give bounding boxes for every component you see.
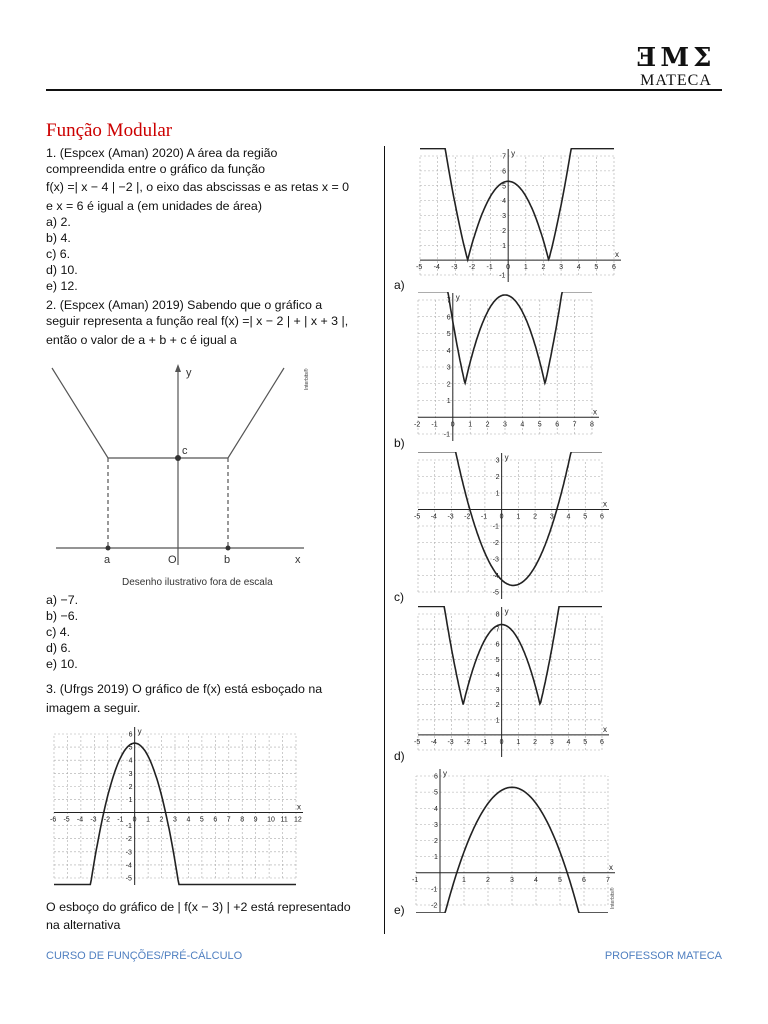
q1-line: compreendida entre o gráfico da função — [46, 161, 266, 176]
y-tick-label: 1 — [128, 796, 133, 804]
x-axis-label: x — [603, 724, 607, 734]
alt-label-d: d) — [394, 749, 405, 763]
question-2 — [46, 298, 376, 349]
y-tick-label: 3 — [495, 457, 500, 465]
x-tick-label: -5 — [414, 738, 421, 746]
header-rule — [46, 89, 722, 91]
y-tick-label: 5 — [128, 744, 133, 752]
function-curve — [418, 452, 602, 585]
x-tick-label: -4 — [433, 264, 440, 272]
q1-option: e) 12. — [46, 279, 78, 294]
y-axis-label: y — [443, 769, 447, 778]
alt-b-graph — [410, 292, 600, 442]
y-tick-label: 2 — [446, 381, 451, 389]
y-tick-label: 6 — [495, 641, 500, 649]
y-tick-label: 3 — [128, 770, 133, 778]
x-tick-label: 2 — [541, 264, 546, 272]
q2-label-c: c — [182, 445, 188, 457]
x-tick-label: -3 — [451, 264, 458, 272]
x-tick-label: 4 — [566, 738, 571, 746]
x-tick-label: 8 — [240, 816, 245, 824]
x-tick-label: -1 — [486, 264, 493, 272]
x-tick-label: 2 — [486, 876, 490, 884]
q3-graph — [46, 726, 304, 886]
x-tick-label: -2 — [464, 513, 471, 521]
q2-line: então o valor de a + b + c é igual a — [46, 333, 237, 348]
y-tick-label: 7 — [502, 153, 507, 161]
x-tick-label: -6 — [50, 816, 57, 824]
q3-line: 3. (Ufrgs 2019) O gráfico de f(x) está esboçado na — [46, 682, 323, 696]
y-tick-label: 3 — [502, 213, 507, 220]
x-tick-label: 5 — [558, 876, 562, 884]
x-tick-label: -2 — [414, 421, 421, 429]
logo-mark: ƎMΣ — [636, 43, 716, 73]
x-tick-label: 0 — [506, 264, 511, 272]
side-credit: Interbits® — [610, 887, 616, 909]
x-tick-label: 9 — [253, 816, 258, 824]
q2-label-x: x — [295, 554, 301, 566]
x-tick-label: 3 — [503, 421, 507, 429]
footer-course: CURSO DE FUNÇÕES/PRÉ-CÁLCULO — [46, 950, 243, 962]
y-tick-label: -1 — [499, 272, 506, 280]
y-tick-label: 6 — [446, 314, 451, 322]
x-tick-label: 7 — [572, 421, 577, 429]
logo — [630, 44, 722, 90]
x-tick-label: 8 — [590, 421, 594, 429]
x-tick-label: -5 — [63, 816, 70, 824]
x-tick-label: -1 — [480, 738, 488, 746]
x-tick-label: 6 — [600, 513, 604, 521]
x-tick-label: -1 — [431, 421, 438, 429]
x-axis-label: x — [603, 499, 607, 509]
y-tick-label: 4 — [128, 757, 133, 765]
y-tick-label: 5 — [502, 183, 507, 191]
y-tick-label: 4 — [446, 347, 451, 355]
question-3 — [46, 682, 376, 716]
y-tick-label: 6 — [434, 773, 438, 781]
q2-label-y: y — [186, 367, 192, 379]
column-divider — [384, 146, 385, 934]
y-axis-label: y — [511, 149, 516, 158]
q2-option: c) 4. — [46, 625, 71, 639]
x-tick-label: -4 — [430, 738, 437, 746]
y-tick-label: 1 — [502, 242, 507, 250]
x-tick-label: -2 — [468, 264, 476, 272]
x-tick-label: 2 — [533, 738, 537, 746]
x-tick-label: 1 — [468, 421, 473, 429]
x-tick-label: 5 — [199, 816, 204, 824]
x-tick-label: 3 — [549, 513, 554, 521]
alt-c-graph — [410, 452, 610, 600]
x-tick-label: -5 — [416, 264, 423, 272]
logo-name: MATECA — [640, 72, 712, 89]
q1-option: d) 10. — [46, 263, 78, 278]
alt-label-b: b) — [394, 436, 405, 450]
x-tick-label: 6 — [582, 876, 586, 884]
q2-option: b) −6. — [46, 609, 79, 623]
y-tick-label: -1 — [492, 523, 499, 531]
x-tick-label: 0 — [499, 738, 504, 746]
y-axis-label: y — [137, 727, 142, 736]
x-tick-label: 3 — [559, 264, 563, 272]
y-tick-label: -3 — [125, 849, 132, 857]
x-tick-label: 4 — [576, 264, 581, 272]
q2-label-o: O — [168, 554, 177, 566]
x-axis-label: x — [609, 862, 613, 872]
q2-option: d) 6. — [46, 641, 71, 655]
alt-e-graph — [408, 768, 616, 913]
q2-label-b: b — [224, 554, 231, 566]
x-tick-label: 0 — [499, 513, 504, 521]
q2-label-a: a — [104, 554, 111, 566]
y-axis-label: y — [455, 293, 460, 302]
x-tick-label: -1 — [480, 513, 488, 521]
x-tick-label: 0 — [132, 816, 137, 824]
q2-point-a — [106, 546, 111, 551]
y-tick-label: 1 — [434, 854, 438, 862]
y-tick-label: 1 — [495, 717, 500, 725]
y-tick-label: 1 — [495, 490, 500, 498]
y-tick-label: 2 — [495, 474, 500, 481]
y-tick-label: 6 — [502, 168, 507, 176]
y-tick-label: 6 — [128, 731, 133, 739]
y-tick-label: -1 — [431, 886, 438, 894]
x-tick-label: 3 — [173, 816, 177, 824]
q2-line: seguir representa a função real f(x) =| x − 2 | + | x + 3 |, — [46, 313, 349, 328]
q2-side-credit: Interbits® — [304, 368, 310, 390]
x-tick-label: 5 — [537, 421, 542, 429]
x-tick-label: -1 — [117, 816, 124, 824]
x-tick-label: 7 — [606, 876, 610, 884]
x-tick-label: 5 — [583, 513, 588, 521]
alt-label-a: a) — [394, 278, 405, 292]
footer-professor: PROFESSOR MATECA — [604, 950, 722, 962]
x-tick-label: 1 — [146, 816, 151, 824]
y-tick-label: 8 — [495, 611, 500, 619]
x-tick-label: 4 — [186, 816, 191, 824]
function-curve — [420, 149, 614, 260]
x-tick-label: 6 — [600, 738, 604, 746]
y-tick-label: -2 — [125, 836, 132, 844]
x-tick-label: 3 — [549, 738, 554, 746]
x-tick-label: 0 — [450, 421, 455, 429]
x-tick-label: -1 — [412, 876, 419, 884]
y-tick-label: 3 — [495, 687, 500, 695]
x-tick-label: 4 — [520, 421, 525, 429]
y-tick-label: 2 — [434, 838, 438, 845]
x-tick-label: -3 — [447, 738, 454, 746]
y-tick-label: 2 — [495, 702, 500, 710]
y-tick-label: 1 — [446, 398, 451, 405]
q3-after-line: O esboço do gráfico de | f(x − 3) | +2 está representado — [46, 900, 351, 914]
q2-point-c — [175, 455, 181, 461]
q2-y-arrow — [175, 364, 181, 372]
q2-function-graph — [52, 368, 284, 458]
y-tick-label: 4 — [502, 198, 507, 206]
q2-option: e) 10. — [46, 657, 78, 671]
x-tick-label: -5 — [414, 513, 421, 521]
x-tick-label: 1 — [516, 513, 521, 521]
x-tick-label: 7 — [226, 816, 231, 824]
q2-point-b — [226, 546, 231, 551]
y-tick-label: -2 — [431, 902, 438, 910]
y-tick-label: -1 — [443, 431, 451, 439]
x-tick-label: 4 — [534, 876, 538, 884]
x-tick-label: -2 — [103, 816, 111, 824]
x-tick-label: 1 — [523, 264, 528, 272]
alt-a-graph — [412, 148, 622, 283]
y-tick-label: 7 — [446, 297, 451, 305]
x-tick-label: 3 — [510, 876, 514, 884]
y-tick-label: 5 — [446, 331, 451, 338]
q1-line: e x = 6 é igual a (em unidades de área) — [46, 198, 262, 213]
y-tick-label: 3 — [446, 364, 451, 372]
y-tick-label: -3 — [492, 556, 499, 564]
x-tick-label: 5 — [583, 738, 588, 746]
alt-label-c: c) — [394, 590, 404, 604]
y-tick-label: 7 — [495, 626, 500, 634]
x-tick-label: 5 — [594, 264, 599, 272]
y-axis-label: y — [504, 607, 509, 616]
q2-caption: Desenho ilustrativo fora de escala — [122, 577, 273, 588]
y-tick-label: -4 — [125, 862, 132, 870]
y-tick-label: 3 — [434, 821, 438, 829]
q1-option: b) 4. — [46, 231, 71, 246]
x-tick-label: 2 — [485, 421, 490, 429]
x-tick-label: 12 — [294, 816, 302, 824]
q2-option: a) −7. — [46, 593, 79, 607]
question-1 — [46, 146, 376, 294]
question-3-prompt — [46, 900, 376, 933]
x-tick-label: 2 — [159, 816, 164, 824]
q1-option: a) 2. — [46, 215, 71, 230]
y-tick-label: -5 — [125, 875, 132, 883]
y-tick-label: -1 — [125, 823, 132, 831]
x-tick-label: 11 — [280, 816, 288, 824]
function-curve — [416, 787, 608, 913]
y-tick-label: -5 — [492, 589, 499, 597]
y-tick-label: -4 — [492, 573, 499, 580]
x-tick-label: 6 — [612, 264, 616, 272]
x-tick-label: 10 — [267, 816, 275, 824]
q2-figure — [46, 360, 316, 590]
y-tick-label: 2 — [502, 227, 507, 235]
x-tick-label: 6 — [213, 816, 218, 824]
y-tick-label: 4 — [495, 671, 500, 679]
x-tick-label: 6 — [555, 421, 560, 429]
x-axis-label: x — [593, 407, 597, 417]
x-tick-label: 4 — [566, 513, 571, 521]
y-axis-label: y — [504, 453, 509, 462]
question-2-options — [46, 592, 376, 672]
x-tick-label: -3 — [447, 513, 454, 521]
x-tick-label: 1 — [462, 876, 466, 884]
x-tick-label: -2 — [464, 738, 471, 746]
page-title: Função Modular — [46, 120, 173, 141]
x-axis-label: x — [615, 250, 619, 260]
q3-line: imagem a seguir. — [46, 700, 141, 715]
y-tick-label: 5 — [434, 789, 438, 797]
q2-line: 2. (Espcex (Aman) 2019) Sabendo que o gráfico a — [46, 298, 323, 312]
x-tick-label: -4 — [430, 513, 437, 521]
alt-d-graph — [410, 606, 610, 758]
y-tick-label: 5 — [495, 656, 500, 664]
x-tick-label: 2 — [533, 513, 537, 521]
y-tick-label: 2 — [128, 783, 133, 791]
x-tick-label: -4 — [76, 816, 84, 824]
x-tick-label: -3 — [90, 816, 97, 824]
q1-line: f(x) =| x − 4 | −2 |, o eixo das abscissas e as retas x = 0 — [46, 180, 350, 195]
q1-line: 1. (Espcex (Aman) 2020) A área da região — [46, 146, 278, 160]
q1-option: c) 6. — [46, 247, 71, 262]
q3-after-line: na alternativa — [46, 917, 121, 932]
x-axis-label: x — [297, 802, 301, 812]
alt-label-e: e) — [394, 903, 405, 917]
y-tick-label: 4 — [434, 805, 438, 813]
y-tick-label: -2 — [492, 540, 499, 547]
x-tick-label: 1 — [516, 738, 521, 746]
